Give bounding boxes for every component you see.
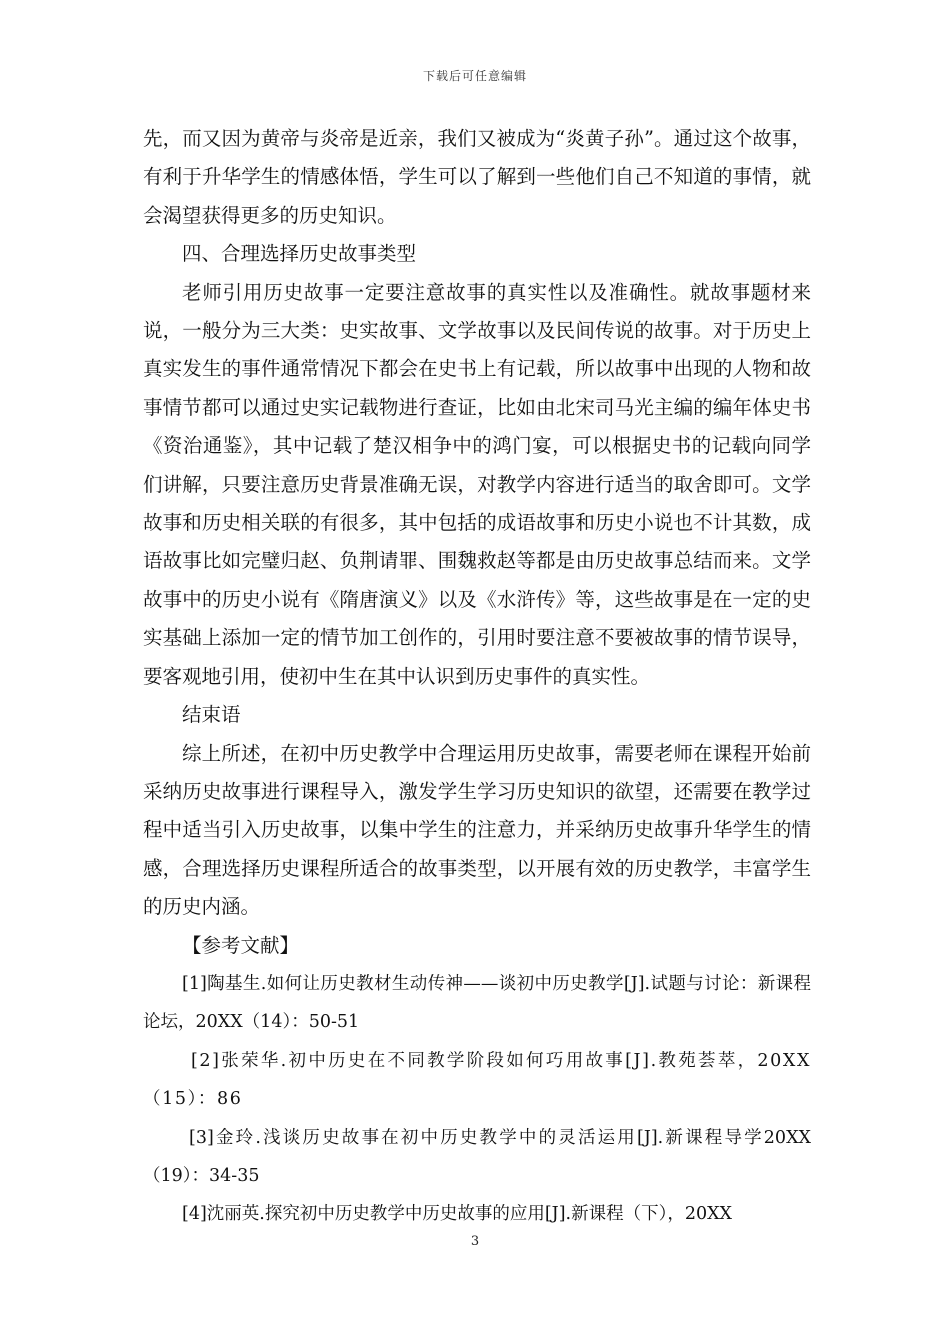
reference-item: [3]金玲.浅谈历史故事在初中历史教学中的灵活运用[J].新课程导学20XX（19）：34-35 [143,1127,811,1186]
page-header: 下载后可任意编辑 [422,69,527,83]
reference-item: [1]陶基生.如何让历史教材生动传神——谈初中历史教学[J].试题与讨论：新课程论坛，20XX（14）：50-51 [143,973,811,1033]
conclusion-heading: 结束语 [182,703,241,727]
document-body [143,120,811,1234]
paragraph-story-types: 老师引用历史故事一定要注意故事的真实性以及准确性。就故事题材来说，一般分为三大类：史实故事、文学故事以及民间传说的故事。对于历史上真实发生的事件通常情况下都会在史书上有记载，所以故事中出现的人物和故事情节都可以通过史实记载物进行查证，比如由北宋司马光主编的编年体史书《资治通鉴》，其中记载了楚汉相争中的鸿门宴，可以根据史书的记载向同学们讲解，只要注意历史背景准确无误，对教学内容进行适当的取舍即可。文学故事和历史相关联的有很多，其中包括的成语故事和历史小说也不计其数，成语故事比如完璧归赵、负荆请罪、围魏救赵等都是由历史故事总结而来。文学故事中的历史小说有《隋唐演义》以及《水浒传》等，这些故事是在一定的史实基础上添加一定的情节加工创作的，引用时要注意不要被故事的情节误导，要客观地引用，使初中生在其中认识到历史事件的真实性。 [143,280,811,688]
page-number: 3 [470,1234,480,1249]
paragraph-conclusion: 综上所述，在初中历史教学中合理运用历史故事，需要老师在课程开始前采纳历史故事进行课程导入，激发学生学习历史知识的欲望，还需要在教学过程中适当引入历史故事，以集中学生的注意力，并采纳历史故事升华学生的情感，合理选择历史课程所适合的故事类型，以开展有效的历史教学，丰富学生的历史内涵。 [143,741,811,919]
references-heading: 【参考文献】 [182,933,300,957]
reference-item: [4]沈丽英.探究初中历史教学中历史故事的应用[J].新课程（下），20XX [182,1204,733,1225]
paragraph-continuation: 先，而又因为黄帝与炎帝是近亲，我们又被成为“炎黄子孙”。通过这个故事，有利于升华学生的情感体悟，学生可以了解到一些他们自己不知道的事情，就会渴望获得更多的历史知识。 [143,127,811,227]
reference-item: [2]张荣华.初中历史在不同教学阶段如何巧用故事[J].教苑荟萃，20XX（15）：86 [143,1050,811,1110]
section-heading-4: 四、合理选择历史故事类型 [182,242,417,266]
